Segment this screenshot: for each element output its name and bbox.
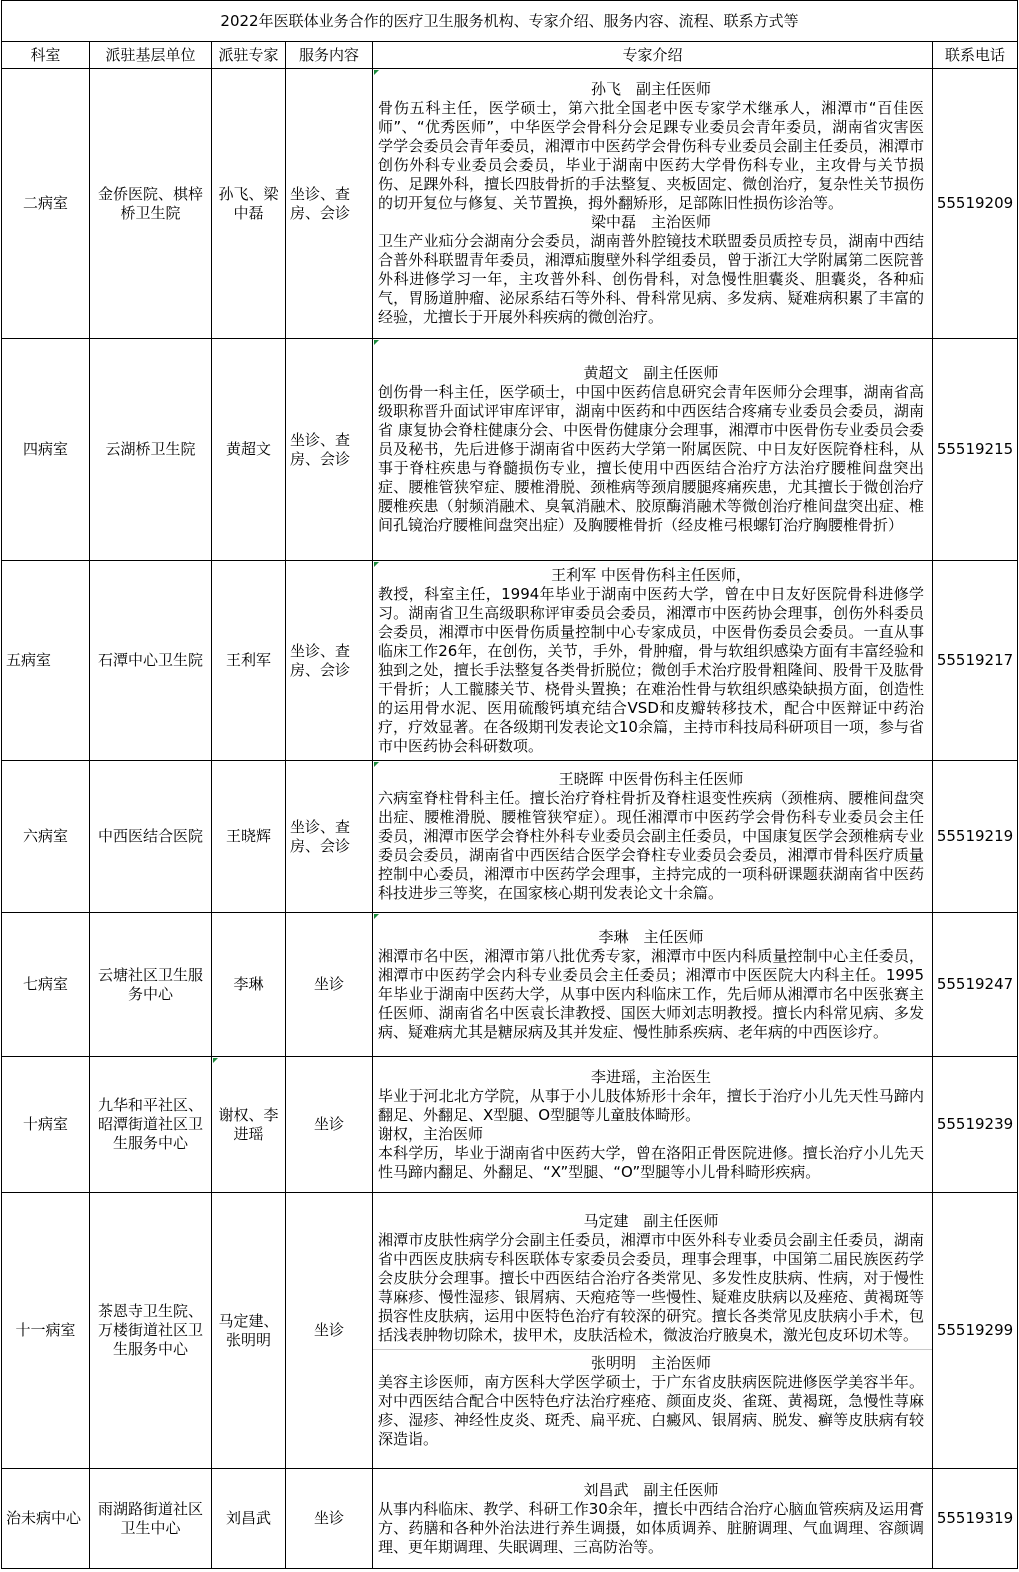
inner-divider [373, 1349, 932, 1350]
header-experts: 派驻专家 [212, 42, 286, 69]
dept-cell: 二病室 [2, 69, 90, 339]
table-row [2, 761, 1018, 913]
experts-cell: 王晓辉 [212, 761, 286, 913]
phone-cell: 55519215 [933, 339, 1018, 561]
intro-cell [373, 761, 933, 913]
expert-bio: 骨伤五科主任，医学硕士，第六批全国老中医专家学术继承人，湘潭市“百佳医师”、“优秀医师”，中华医学会骨科分会足踝专业委员会青年委员，湖南省灾害医学学会委员会青年委员，湘潭市中医药学会骨伤科专业委员会副主任委员，湘潭市创伤外科专业委员会委员，毕业于湖南中医药大学骨伤科专业，主攻骨与关节损伤、足踝外科，擅长四肢骨折的手法整复、夹板固定、微创治疗，复杂性关节损伤的切开复位与修复、关节置换，拇外翻矫形，足部陈旧性损伤诊治等。 [378, 99, 924, 212]
expert-name: 王利军 中医骨伤科主任医师， [551, 565, 751, 584]
phone-cell: 55519239 [933, 1057, 1018, 1193]
table-row [2, 913, 1018, 1057]
header-dept: 科室 [2, 42, 90, 69]
dept-cell: 治未病中心 [2, 1469, 90, 1569]
table-row [2, 561, 1018, 761]
service-cell: 坐诊 [286, 1469, 373, 1569]
header-phone: 联系电话 [933, 42, 1018, 69]
expert-name: 黄超文 副主任医师 [583, 364, 719, 382]
table-row [2, 69, 1018, 339]
intro-cell [373, 1057, 933, 1193]
intro-cell [373, 69, 933, 339]
phone-cell: 55519299 [933, 1193, 1018, 1469]
phone-cell: 55519219 [933, 761, 1018, 913]
document-title: 2022年医联体业务合作的医疗卫生服务机构、专家介绍、服务内容、流程、联系方式等 [2, 1, 1018, 42]
expert-bio: 毕业于河北北方学院，从事于小儿肢体矫形十余年，擅长于治疗小儿先天性马蹄内翻足、外翻足、X型腿、O型腿等儿童肢体畸形。 [378, 1086, 924, 1124]
unit-cell: 云塘社区卫生服务中心 [90, 913, 212, 1057]
header-intro: 专家介绍 [373, 42, 933, 69]
expert-name: 王晓晖 中医骨伤科主任医师 [558, 770, 744, 788]
service-cell: 坐诊 [286, 1057, 373, 1193]
experts-cell: 孙飞、梁中磊 [212, 69, 286, 339]
expert-name: 张明明 主治医师 [590, 1354, 711, 1372]
phone-cell: 55519247 [933, 913, 1018, 1057]
expert-bio: 湘潭市名中医，湘潭市第八批优秀专家，湘潭市中医内科质量控制中心主任委员，湘潭市中医药学会内科专业委员会主任委员；湘潭市中医医院大内科主任。1995年毕业于湖南中医药大学，从事中医内科临床工作，先后师从湘潭市名中医张赛主任医师、湖南省名中医袁长津教授、国医大师刘志明教授。擅长内科常见病、多发病、疑难病尤其是糖尿病及其并发症、慢性肺系疾病、老年病的中西医诊疗。 [378, 946, 924, 1041]
expert-bio: 从事内科临床、教学、科研工作30余年，擅长中西结合治疗心脑血管疾病及运用膏方、药膳和各种外治法进行养生调摄，如体质调养、脏腑调理、气血调理、容颜调理、更年期调理、失眠调理、三高防治等。 [378, 1499, 924, 1556]
service-cell: 坐诊、查房、会诊 [286, 339, 373, 561]
unit-cell: 九华和平社区、昭潭街道社区卫生服务中心 [90, 1057, 212, 1193]
intro-cell [373, 339, 933, 561]
expert-name: 李琳 主任医师 [598, 927, 704, 946]
phone-cell: 55519319 [933, 1469, 1018, 1569]
intro-cell [373, 1193, 933, 1469]
table-row [2, 339, 1018, 561]
service-cell: 坐诊、查房、会诊 [286, 761, 373, 913]
expert-bio: 创伤骨一科主任，医学硕士，中国中医药信息研究会青年医师分会理事，湖南省高级职称晋升面试评审库评审，湖南中医药和中西医结合疼痛专业委员会委员，湖南省 康复协会脊柱健康分会、中医骨伤健康分会理事，湘潭市中医骨伤专业委员会委员及秘书，先后进修于湖南省中医药大学第一附属医院、中日友好医院脊柱科，从事于脊柱疾患与脊髓损伤专业，擅长使用中西医结合治疗方法治疗腰椎间盘突出症、腰椎管狭窄症、腰椎滑脱、颈椎病等颈肩腰腿疼痛疾患，尤其擅长于微创治疗腰椎疾患（射频消融术、臭氧消融术、胶原酶消融术等微创治疗椎间盘突出症、椎间孔镜治疗腰椎间盘突出症）及胸腰椎骨折（经皮椎弓根螺钉治疗胸腰椎骨折） [378, 383, 924, 534]
intro-cell [373, 561, 933, 761]
dept-cell: 四病室 [2, 339, 90, 561]
table-row [2, 1057, 1018, 1193]
table-row [2, 1193, 1018, 1469]
header-service: 服务内容 [286, 42, 373, 69]
intro-cell [373, 1469, 933, 1569]
experts-cell: 李琳 [212, 913, 286, 1057]
unit-cell: 中西医结合医院 [90, 761, 212, 913]
experts-cell: 王利军 [212, 561, 286, 761]
experts-cell: 刘昌武 [212, 1469, 286, 1569]
unit-cell: 茶恩寺卫生院、万楼街道社区卫生服务中心 [90, 1193, 212, 1469]
document-table [1, 0, 1018, 1569]
expert-name: 马定建 副主任医师 [583, 1212, 719, 1230]
expert-bio: 本科学历，毕业于湖南省中医药大学，曾在洛阳正骨医院进修。擅长治疗小儿先天性马蹄内翻足、外翻足、“X”型腿、“O”型腿等小儿骨科畸形疾病。 [378, 1143, 924, 1181]
dept-cell: 七病室 [2, 913, 90, 1057]
service-cell: 坐诊、查房、会诊 [286, 561, 373, 761]
expert-name: 孙飞 副主任医师 [590, 80, 711, 98]
dept-cell: 五病室 [2, 561, 90, 761]
phone-cell: 55519217 [933, 561, 1018, 761]
expert-bio: 湘潭市皮肤性病学分会副主任委员，湘潭市中医外科专业委员会副主任委员，湖南省中西医皮肤病专科医联体专家委员会委员，理事会理事，中国第二届民族医药学会皮肤分会理事。擅长中西医结合治疗各类常见、多发性皮肤病、性病，对于慢性荨麻疹、慢性湿疹、银屑病、天疱疮等一些慢性、疑难皮肤病以及痤疮、黄褐斑等损容性皮肤病，运用中医特色治疗有较深的研究。擅长各类常见皮肤病小手术，包括浅表肿物切除术，拔甲术，皮肤活检术，微波治疗腋臭术，激光包皮环切术等。 [378, 1231, 924, 1344]
expert-bio: 美容主诊医师，南方医科大学医学硕士，于广东省皮肤病医院进修医学美容半年。对中西医结合配合中医特色疗法治疗痤疮、颜面皮炎、雀斑、黄褐斑，急慢性荨麻疹、湿疹、神经性皮炎、斑秃、扁平疣、白癜风、银屑病、脱发、癣等皮肤病有较深造诣。 [378, 1373, 924, 1448]
phone-cell: 55519209 [933, 69, 1018, 339]
dept-cell: 六病室 [2, 761, 90, 913]
experts-cell: 谢权、李进瑶 [212, 1057, 286, 1193]
expert-name: 梁中磊 主治医师 [590, 213, 711, 231]
service-cell: 坐诊、查房、会诊 [286, 69, 373, 339]
expert-bio: 六病室脊柱骨科主任。擅长治疗脊柱骨折及脊柱退变性疾病（颈椎病、腰椎间盘突出症、腰椎滑脱、腰椎管狭窄症）。现任湘潭市中医药学会骨伤科专业委员会主任委员，湘潭市医学会脊柱外科专业委员会副主任委员，中国康复医学会颈椎病专业委员会委员，湖南省中西医结合医学会脊柱专业委员会委员，湘潭市骨科医疗质量控制中心委员，湘潭市中医药学会理事，主持完成的一项科研课题获湖南省中医药科技进步三等奖，在国家核心期刊发表论文十余篇。 [378, 789, 924, 902]
experts-cell: 黄超文 [212, 339, 286, 561]
experts-cell: 马定建、张明明 [212, 1193, 286, 1469]
expert-bio: 卫生产业疝分会湖南分会委员，湖南普外腔镜技术联盟委员质控专员，湖南中西结合普外科联盟青年委员，湘潭疝腹壁外科学组委员，曾于浙江大学附属第二医院普外科进修学习一年，主攻普外科、创伤骨科，对急慢性胆囊炎、胆囊炎，各种疝气，胃肠道肿瘤、泌尿系结石等外科、骨科常见病、多发病、疑难病积累了丰富的经验，尤擅长于开展外科疾病的微创治疗。 [378, 232, 924, 326]
table-row [2, 1469, 1018, 1569]
unit-cell: 石潭中心卫生院 [90, 561, 212, 761]
header-unit: 派驻基层单位 [90, 42, 212, 69]
unit-cell: 雨湖路街道社区卫生中心 [90, 1469, 212, 1569]
service-cell: 坐诊 [286, 1193, 373, 1469]
expert-name: 谢权，主治医师 [378, 1124, 484, 1143]
intro-cell [373, 913, 933, 1057]
service-cell: 坐诊 [286, 913, 373, 1057]
unit-cell: 金侨医院、棋梓桥卫生院 [90, 69, 212, 339]
unit-cell: 云湖桥卫生院 [90, 339, 212, 561]
dept-cell: 十一病室 [2, 1193, 90, 1469]
expert-name: 李进瑶，主治医生 [590, 1067, 711, 1086]
dept-cell: 十病室 [2, 1057, 90, 1193]
header-row [2, 42, 1018, 69]
expert-name: 刘昌武 副主任医师 [583, 1480, 719, 1499]
expert-bio: 教授，科室主任，1994年毕业于湖南中医药大学，曾在中日友好医院骨科进修学习。湖南省卫生高级职称评审委员会委员，湘潭市中医药协会理事，创伤外科委员会委员，湘潭市中医骨伤质量控制中心专家成员，中医骨伤委员会委员。一直从事临床工作26年，在创伤，关节，手外，骨肿瘤，骨与软组织感染方面有丰富经验和独到之处，擅长手法整复各类骨折脱位；微创手术治疗股骨粗隆间、股骨干及肱骨干骨折；人工髋膝关节、桡骨头置换；在难治性骨与软组织感染缺损方面，创造性的运用骨水泥、医用硫酸钙填充结合VSD和皮瓣转移技术，配合中医辩证中药治疗，疗效显著。在各级期刊发表论文10余篇，主持市科技局科研项目一项，参与省市中医药协会科研数项。 [378, 584, 924, 755]
